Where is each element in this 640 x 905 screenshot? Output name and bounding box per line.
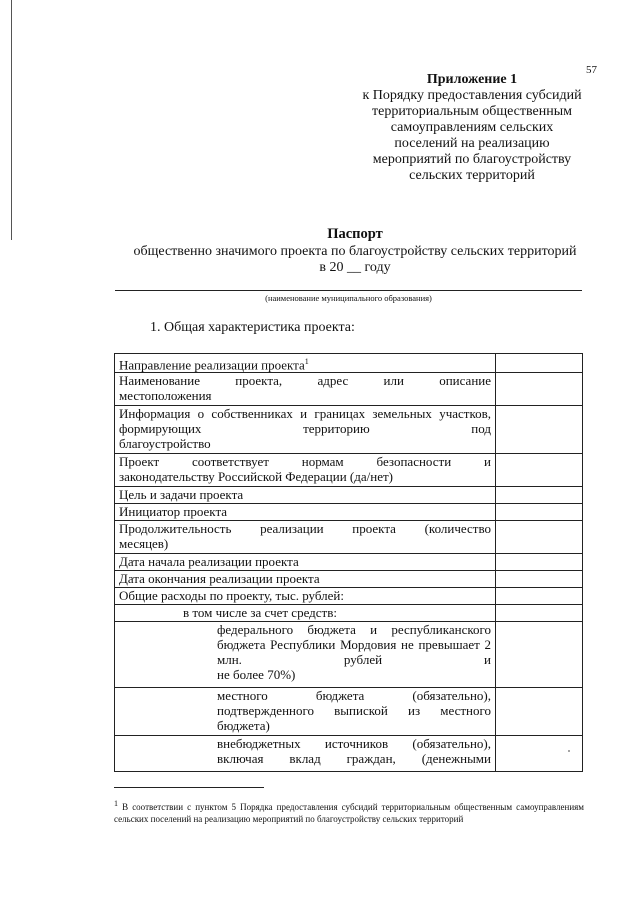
row-label-extrabudgetary: внебюджетных источников (обязательно), включая вклад граждан, (денежными bbox=[115, 736, 496, 772]
row-label-local: местного бюджета (обязательно), подтвержденного выпиской из местного бюджета) bbox=[115, 688, 496, 736]
appendix-line: мероприятий по благоустройству bbox=[372, 152, 572, 167]
value-cell[interactable] bbox=[496, 571, 583, 588]
value-cell[interactable] bbox=[496, 521, 583, 554]
table-row bbox=[115, 504, 583, 521]
value-cell[interactable] bbox=[496, 354, 583, 373]
table-row bbox=[115, 354, 583, 373]
table-row bbox=[115, 622, 583, 688]
value-cell[interactable] bbox=[496, 622, 583, 688]
table-row bbox=[115, 554, 583, 571]
appendix-line: к Порядку предоставления субсидий bbox=[362, 88, 582, 103]
table-row bbox=[115, 605, 583, 622]
value-cell[interactable] bbox=[496, 605, 583, 622]
table-row bbox=[115, 406, 583, 454]
footnote-separator bbox=[114, 787, 264, 788]
value-cell[interactable] bbox=[496, 406, 583, 454]
row-label-name: Наименование проекта, адрес или описание местоположения bbox=[115, 373, 496, 406]
footnote bbox=[114, 798, 584, 825]
value-cell[interactable] bbox=[496, 688, 583, 736]
municipality-blank-line bbox=[115, 290, 582, 291]
row-label-goals: Цель и задачи проекта bbox=[115, 487, 496, 504]
value-cell[interactable] bbox=[496, 373, 583, 406]
row-label-end-date: Дата окончания реализации проекта bbox=[115, 571, 496, 588]
table-row bbox=[115, 571, 583, 588]
passport-title: Паспорт bbox=[327, 226, 383, 242]
scan-edge-line bbox=[11, 0, 12, 240]
appendix-block bbox=[352, 72, 592, 184]
row-label-compliance: Проект соответствует нормам безопасности и законодательству Российской Федерации (да/нет) bbox=[115, 454, 496, 487]
appendix-line: самоуправлениям сельских bbox=[390, 120, 554, 135]
table-row bbox=[115, 736, 583, 772]
table-row bbox=[115, 588, 583, 605]
municipality-caption: (наименование муниципального образования) bbox=[265, 293, 432, 303]
page-number: 57 bbox=[586, 64, 597, 76]
table-row bbox=[115, 688, 583, 736]
passport-year-line: в 20 __ году bbox=[319, 260, 391, 275]
table-row bbox=[115, 373, 583, 406]
appendix-line: сельских территорий bbox=[409, 168, 535, 183]
scan-speck bbox=[568, 750, 570, 752]
table-row bbox=[115, 487, 583, 504]
row-label-initiator: Инициатор проекта bbox=[115, 504, 496, 521]
appendix-line: поселений на реализацию bbox=[394, 136, 550, 151]
value-cell[interactable] bbox=[496, 487, 583, 504]
row-label-owners: Информация о собственниках и границах земельных участков, формирующих территорию под благоустройство bbox=[115, 406, 496, 454]
table-row bbox=[115, 454, 583, 487]
footnote-text: В соответствии с пунктом 5 Порядка предоставления субсидий территориальным общественным самоуправлениям сельских поселений на реализацию мероприятий по благоустройству сельских территорий bbox=[114, 802, 584, 824]
row-label-total-cost: Общие расходы по проекту, тыс. рублей: bbox=[115, 588, 496, 605]
row-label-start-date: Дата начала реализации проекта bbox=[115, 554, 496, 571]
table-row bbox=[115, 521, 583, 554]
value-cell[interactable] bbox=[496, 454, 583, 487]
value-cell[interactable] bbox=[496, 588, 583, 605]
row-label-direction: Направление реализации проекта$^1$ bbox=[115, 354, 496, 373]
row-label-federal: федерального бюджета и республиканского бюджета Республики Мордовия не превышает 2 млн. рублей и не более 70%) bbox=[115, 622, 496, 688]
row-label-including: в том числе за счет средств: bbox=[115, 605, 496, 622]
value-cell[interactable] bbox=[496, 504, 583, 521]
project-info-table bbox=[114, 353, 583, 772]
footnote-marker: 1 bbox=[114, 799, 118, 808]
section-heading: 1. Общая характеристика проекта: bbox=[150, 320, 355, 335]
appendix-title: Приложение 1 bbox=[426, 72, 518, 87]
passport-subtitle-line: общественно значимого проекта по благоустройству сельских территорий bbox=[133, 244, 577, 259]
appendix-line: территориальным общественным bbox=[371, 104, 572, 119]
row-label-duration: Продолжительность реализации проекта (количество месяцев) bbox=[115, 521, 496, 554]
footnote-ref: 1 bbox=[304, 357, 309, 366]
value-cell[interactable] bbox=[496, 736, 583, 772]
value-cell[interactable] bbox=[496, 554, 583, 571]
passport-subtitle bbox=[100, 244, 610, 276]
